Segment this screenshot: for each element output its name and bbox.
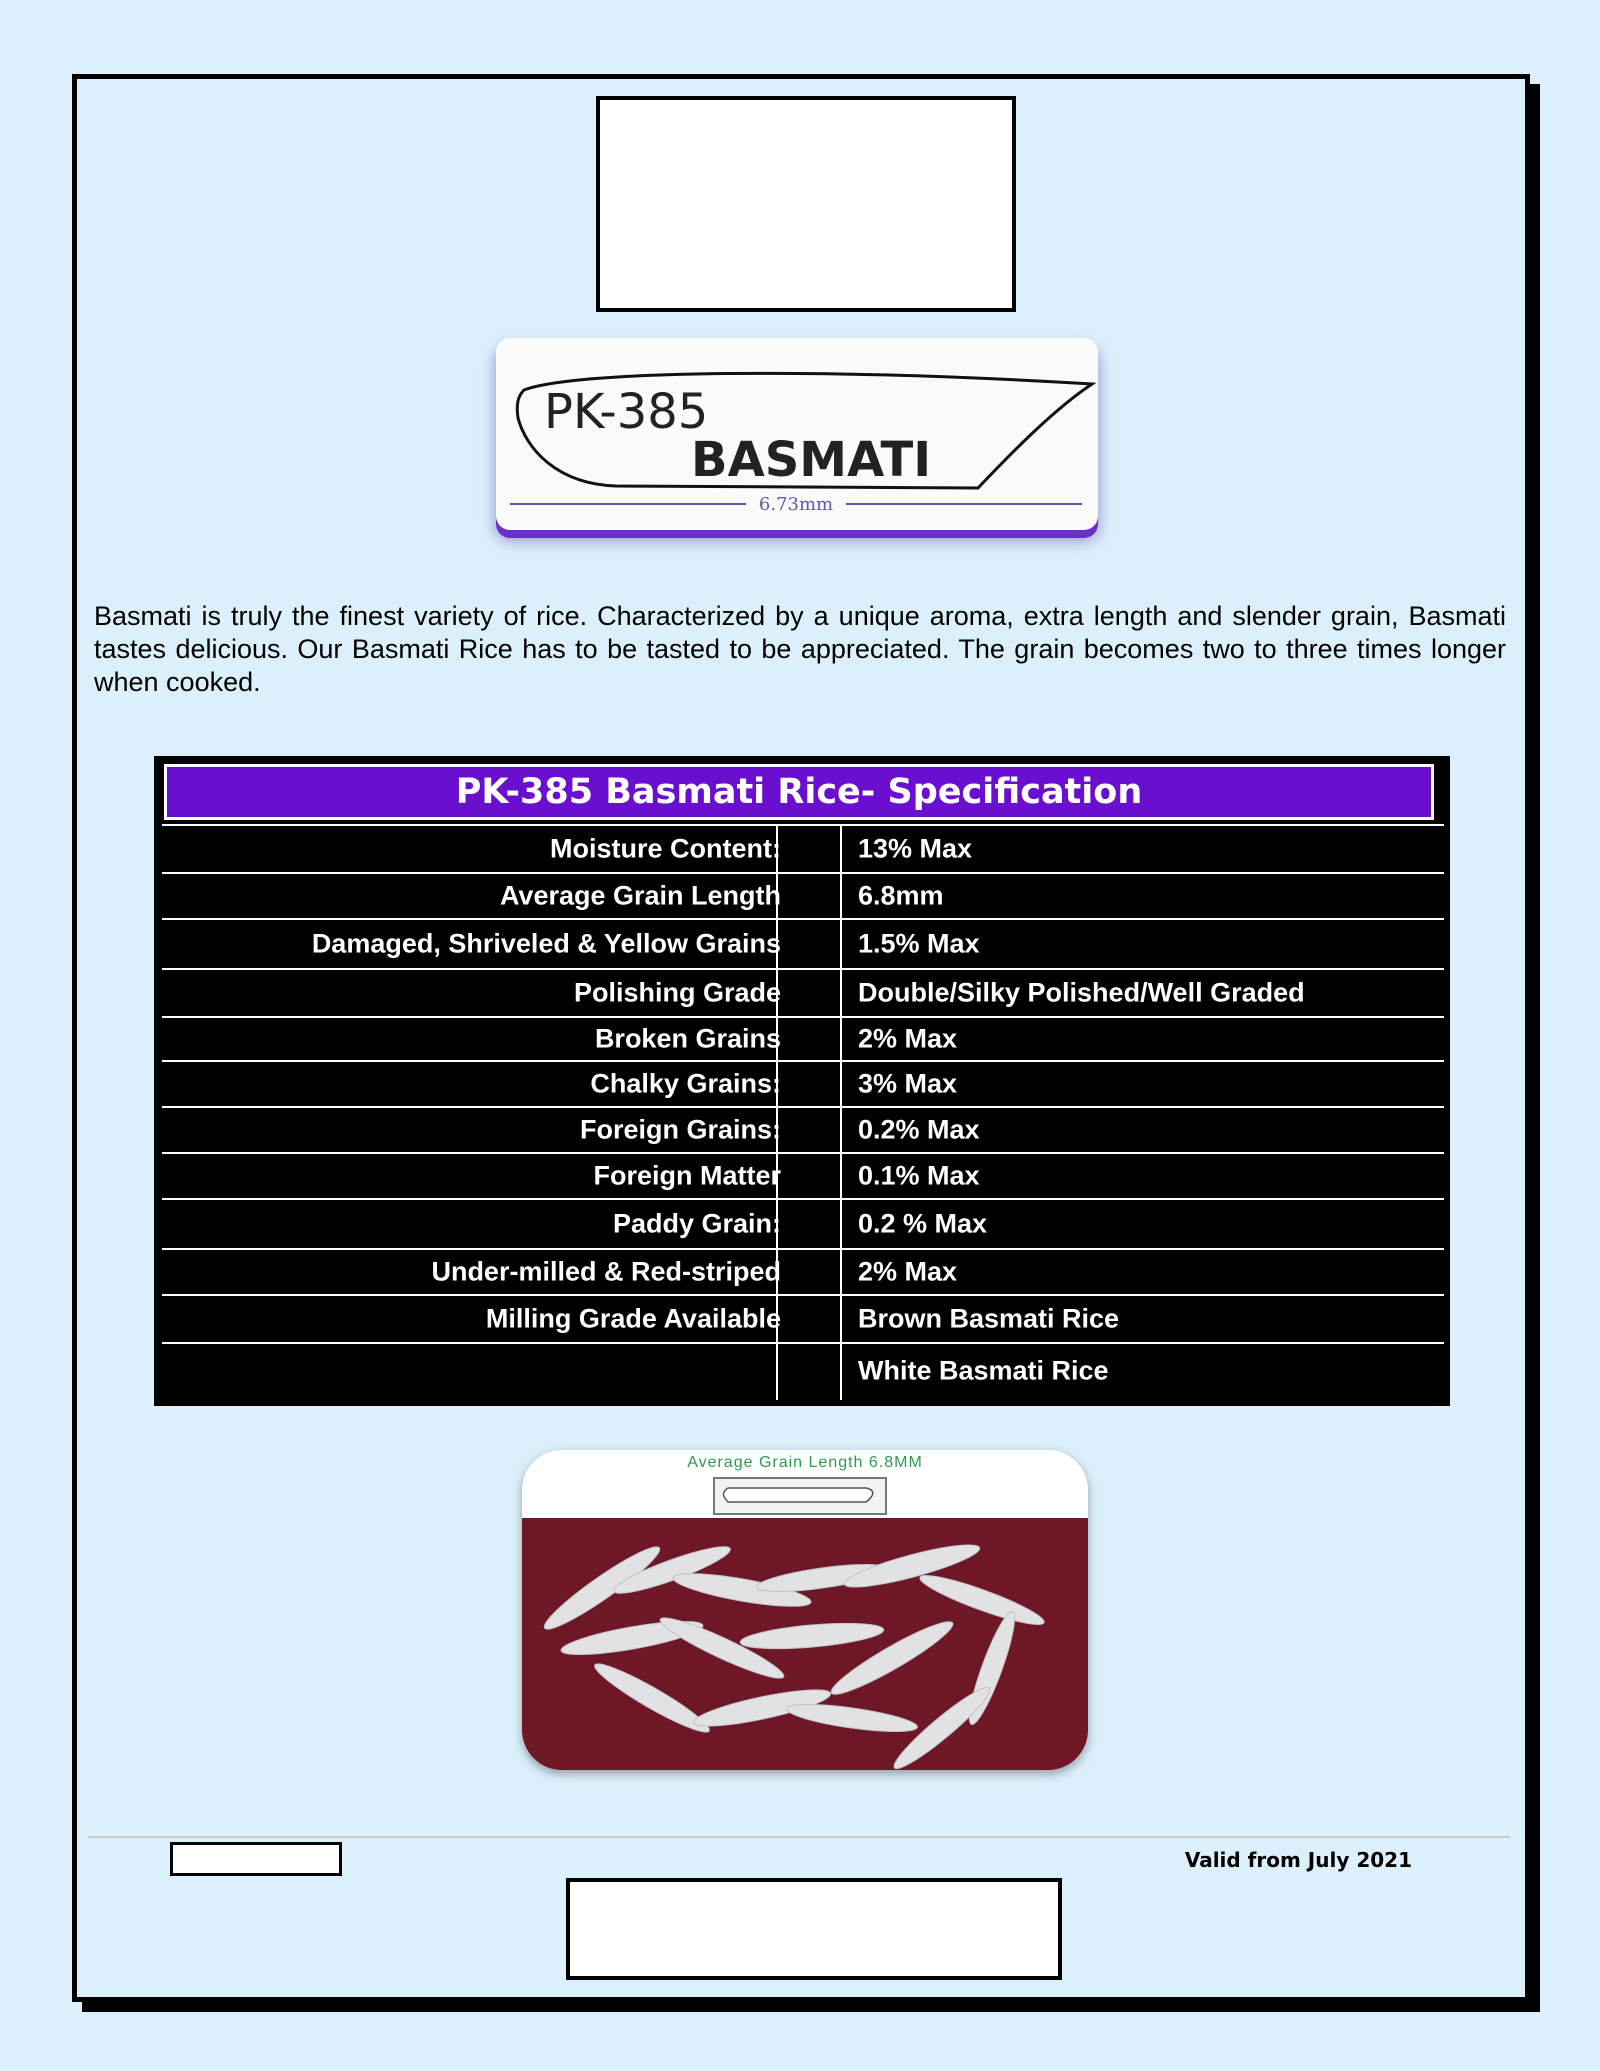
rice-grain-outline-icon [496, 338, 1098, 530]
spec-value: 0.2% Max [858, 1114, 980, 1145]
spec-value: 1.5% Max [858, 928, 980, 959]
rice-grains-photo [522, 1518, 1088, 1770]
header-blank-box [596, 96, 1016, 312]
footer-divider [88, 1836, 1510, 1838]
spec-row [162, 1106, 1444, 1152]
spec-row [162, 824, 1444, 872]
spec-value: Brown Basmati Rice [858, 1303, 1120, 1334]
grain-length-image [522, 1450, 1088, 1770]
spec-value: 6.8mm [858, 880, 944, 911]
spec-row [162, 968, 1444, 1016]
spec-label: Under-milled & Red-striped [431, 1256, 781, 1287]
spec-label: Foreign Matter [593, 1160, 781, 1191]
spec-value: 3% Max [858, 1068, 958, 1099]
spec-label: Average Grain Length [499, 880, 781, 911]
spec-row [162, 1342, 1444, 1398]
spec-table-title: PK-385 Basmati Rice- Specification [164, 764, 1434, 820]
brand-line1: PK-385 [544, 384, 709, 440]
grain-image-caption: Average Grain Length 6.8MM [687, 1454, 923, 1471]
spec-row [162, 918, 1444, 968]
spec-value: 2% Max [858, 1023, 958, 1054]
footer-left-blank-box [170, 1842, 342, 1876]
spec-value: Double/Silky Polished/Well Graded [858, 977, 1305, 1008]
spec-row [162, 1016, 1444, 1060]
spec-value: 13% Max [858, 833, 973, 864]
spec-label: Polishing Grade [573, 977, 781, 1008]
grain-scale-icon [522, 1450, 1088, 1518]
brand-line2: BASMATI [691, 432, 932, 488]
spec-label: Foreign Grains: [579, 1114, 781, 1145]
spec-table [154, 756, 1450, 1406]
spec-label: Broken Grains [594, 1023, 781, 1054]
spec-row [162, 872, 1444, 918]
spec-value: 0.1% Max [858, 1160, 980, 1191]
spec-row [162, 1198, 1444, 1248]
spec-row [162, 1152, 1444, 1198]
brand-logo-card [496, 338, 1098, 530]
spec-label: Milling Grade Available [485, 1303, 781, 1334]
spec-value: 0.2 % Max [858, 1208, 988, 1239]
spec-row [162, 1294, 1444, 1342]
spec-value: White Basmati Rice [858, 1355, 1109, 1386]
intro-paragraph: Basmati is truly the finest variety of rice. Characterized by a unique aroma, extra length and slender grain, Basmati tastes delicious. Our Basmati Rice has to be tasted to be appreciated. The grain becomes two to three times longer when cooked. [94, 601, 1506, 697]
spec-value: 2% Max [858, 1256, 958, 1287]
spec-label: Chalky Grains: [590, 1068, 781, 1099]
spec-row [162, 1060, 1444, 1106]
footer-blank-box [566, 1878, 1062, 1980]
spec-label: Paddy Grain: [612, 1208, 781, 1239]
spec-row [162, 1248, 1444, 1294]
brand-measure: 6.73mm [758, 494, 834, 515]
validity-note: Valid from July 2021 [1184, 1848, 1412, 1872]
spec-label: Damaged, Shriveled & Yellow Grains [311, 928, 781, 959]
spec-label: Moisture Content: [550, 833, 781, 864]
rice-grains-icon [522, 1518, 1088, 1770]
